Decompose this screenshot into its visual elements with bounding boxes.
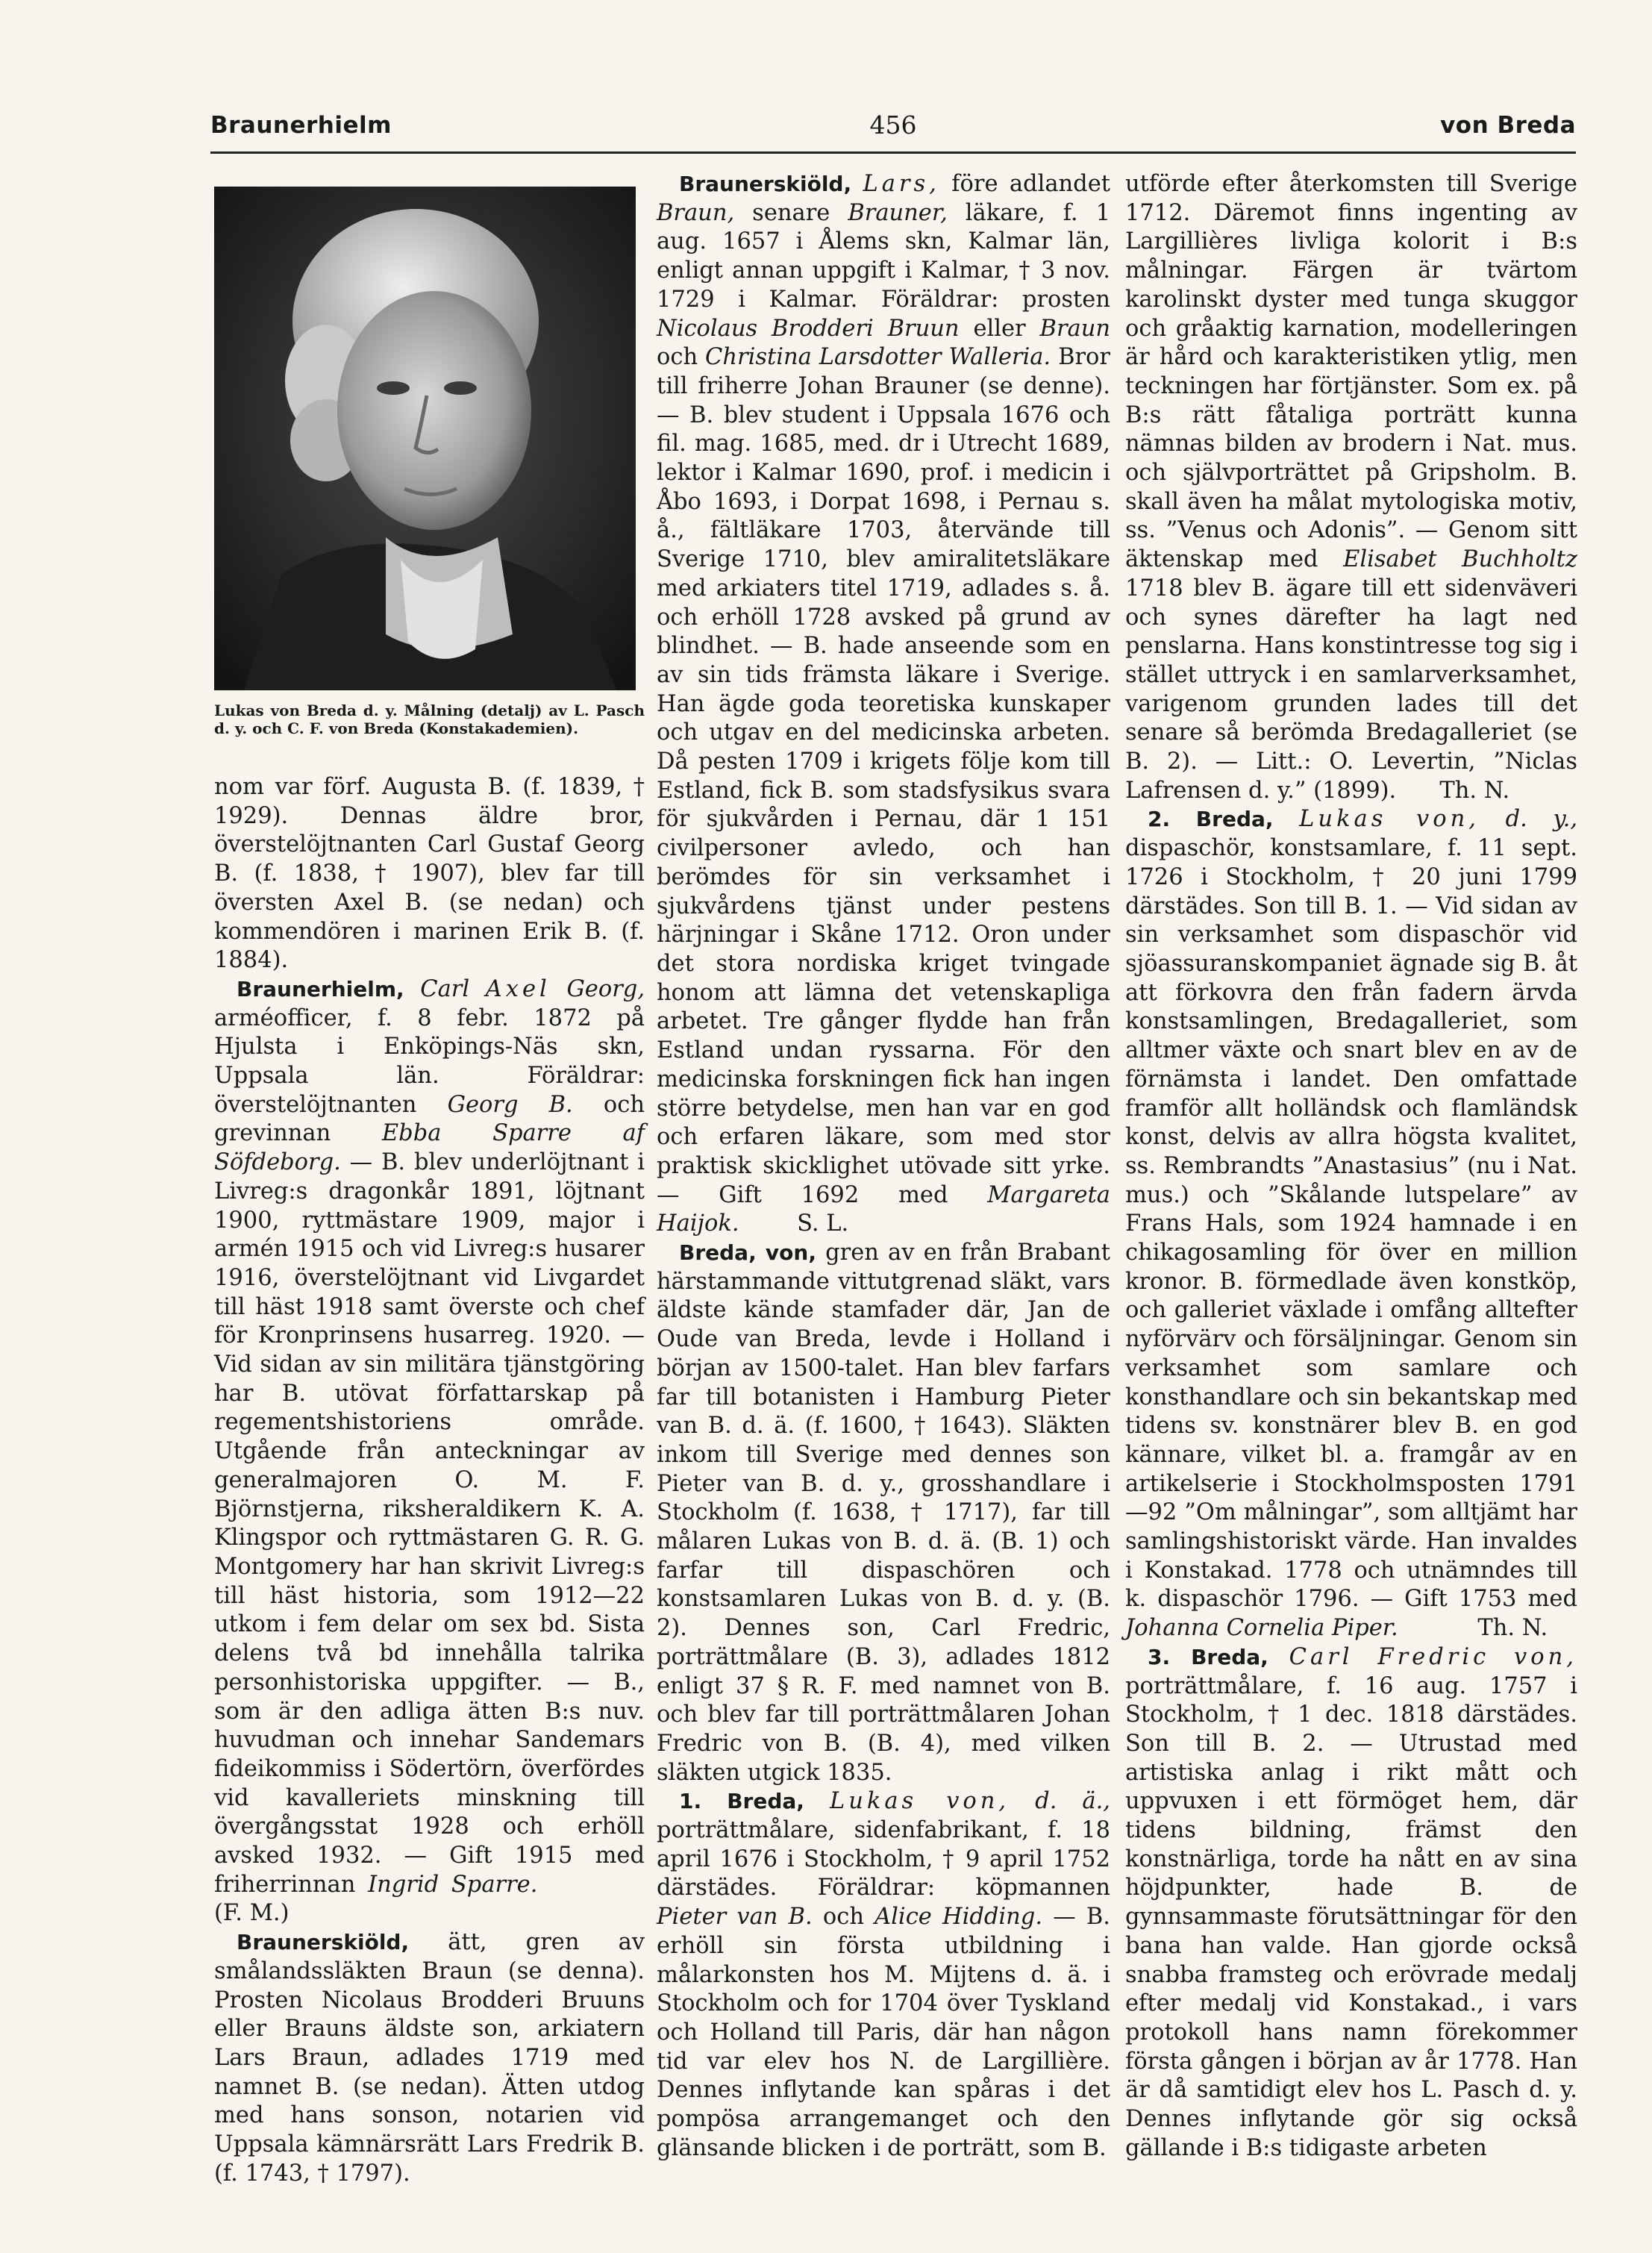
entry-braunerskiold-lars: Braunerskiöld, Lars, före adlandet Braun, senare Brauner, läkare, f. 1 aug. 1657 i Ålems skn, Kalmar län, enligt annan uppgift i Kalmar, † 3 nov. 1729 i Kalmar. Föräldrar: prosten Nicolaus Brodderi Bruun eller Braun och Christina Larsdotter Walleria. Bror till friherre Johan Brauner (se denne). — B. blev student i Uppsala 1676 och fil. mag. 1685, med. dr i Utrecht 1689, lektor i Kalmar 1690, prof. i medicin i Åbo 1693, i Dorpat 1698, i Pernau s. å., fältläkare 1703, återvände till Sverige 1710, blev amiralitetsläkare med arkiaters titel 1719, adlades s. å. och erhöll 1728 avsked på grund av blindhet. — B. hade anseende som en av sin tids främsta läkare i Sverige. Han ägde goda teoretiska kunskaper och utgav en del medicinska arbeten. Då pesten 1709 i krigets följe kom till Estland, fick B. som stadsfysikus svara för sjukvården i Pernau, där 1 151 civilpersoner avledo, och han berömdes för sin verksamhet i sjukvårdens tjänst under pestens härjningar i Skåne 1712. Oron under det stora nordiska kriget tvingade honom att lämna det vetenskapliga arbetet. Tre gånger flydde han från Estland undan ryssarna. För den medicinska forskningen fick han ingen större betydelse, men han var en god och erfaren läkare, som med stor praktisk skicklighet utövade sitt yrke. — Gift 1692 med Margareta Haijok. S. L. — [657, 171, 1110, 1237]
entry-breda-carl-fredric: 3. Breda, Carl Fredric von, porträttmålare, f. 16 aug. 1757 i Stockholm, † 1 dec. 1818 därstädes. Son till B. 2. — Utrustad med artistiska anlag i rikt mått och uppvuxen i ett förmöget hem, där tidens bildning, främst den konstnärliga, torde ha nått en av sina höjdpunkter, hade B. de gynnsammaste förutsättningar för den bana han valde. Han gjorde också snabba framsteg och erövrade medalj efter medalj vid Konstakad., i vars protokoll hans namn förekommer första gången i början av år 1778. Han är då samtidigt elev hos L. Pasch d. y. Dennes inflytande gör sig också gällande i B:s tidigaste arbeten — [1125, 1643, 1577, 2161]
page-header — [210, 112, 1576, 157]
author-signature: Th. N. — [1439, 777, 1510, 804]
entry-heading: Braunerhielm, — [237, 976, 404, 1001]
running-head-left: Braunerhielm — [210, 112, 392, 139]
figure-caption: Lukas von Breda d. y. Målning (detalj) av L. Pasch d. y. och C. F. von Breda (Konstakademien). — [214, 701, 645, 737]
entry-braunerhielm-carl: Braunerhielm, Carl Axel Georg, arméofficer, f. 8 febr. 1872 på Hjulsta i Enköpings-Näs skn, Uppsala län. Föräldrar: överstelöjtnanten Georg B. och grevinnan Ebba Sparre af Söfdeborg. — B. blev underlöjtnant i Livreg:s dragonkår 1891, löjtnant 1900, ryttmästare 1909, major i armén 1915 och vid Livreg:s husarer 1916, överstelöjtnant vid Livgardet till häst 1918 samt överste och chef för Kronprinsens husarreg. 1920. — Vid sidan av sin militära tjänstgöring har B. utövat författarskap på regementshistoriens område. Utgående från anteckningar av generalmajoren O. M. F. Björnstjerna, riksheraldikern K. A. Klingspor och ryttmästaren G. R. G. Montgomery har han skrivit Livreg:s till häst historia, som 1912—22 utkom i fem delar om sex bd. Sista delens två bd innehålla talrika personhistoriska uppgifter. — B., som är den adliga ätten B:s nuv. huvudman och innehar Sandemars fideikommiss i Södertörn, överfördes vid kavalleriets minskning till övergångsstat 1928 och erhöll avsked 1932. — Gift 1915 med friherrinnan Ingrid Sparre. (F. M.) — [214, 975, 645, 1927]
column-2 — [657, 170, 1110, 2163]
running-head-right: von Breda — [1440, 112, 1576, 139]
entry-heading: Breda, von, — [679, 1240, 816, 1266]
entry-braunerskiold-family: Braunerskiöld, ätt, gren av smålandssläkten Braun (se denna). Prosten Nicolaus Brodderi Bruuns eller Brauns äldste son, arkiatern Lars Braun, adlades 1719 med namnet B. (se nedan). Ätten utdog med hans sonson, notarien vid Uppsala kämnärsrätt Lars Fredrik B. (f. 1743, † 1797). — [214, 1929, 645, 2187]
entry-breda-lukas-elder: 1. Breda, Lukas von, d. ä., porträttmålare, sidenfabrikant, f. 18 april 1676 i Stockholm, † 9 april 1752 därstädes. Föräldrar: köpmannen Pieter van B. och Alice Hidding. — B. erhöll sin första utbildning i målarkonsten hos M. Mijtens d. ä. i Stockholm och for 1704 över Tyskland och Holland till Paris, där han någon tid var elev hos N. de Largillière. Dennes inflytande kan spåras i det pompösa arrangemanget och den glänsande blicken i de porträtt, som B. — [657, 1788, 1110, 2161]
page-number: 456 — [869, 110, 917, 140]
entry-breda-family: Breda, von, gren av en från Brabant härstammande vittutgrenad släkt, vars äldste kände stamfader där, Jan de Oude van Breda, levde i Holland i början av 1500-talet. Han blev farfars far till botanisten i Hamburg Pieter van B. d. ä. (f. 1600, † 1643). Släkten inkom till Sverige med dennes son Pieter van B. d. y., grosshandlare i Stockholm (f. 1638, † 1717), far till målaren Lukas von B. d. ä. (B. 1) och farfar till dispaschören och konstsamlaren Lukas von B. d. y. (B. 2). Dennes son, Carl Fredric, porträttmålare (B. 3), adlades 1812 enligt 37 § R. F. med namnet von B. och blev far till porträttmålaren Johan Fredric von B. (B. 4), med vilken släkten utgick 1835. — [657, 1240, 1111, 1786]
entry-heading: 1. Breda, — [679, 1789, 804, 1814]
entry-breda-lukas-younger: 2. Breda, Lukas von, d. y., dispaschör, konstsamlare, f. 11 sept. 1726 i Stockholm, † 20 juni 1799 därstädes. Son till B. 1. — Vid sidan av sin verksamhet som dispaschör vid sjöassuranskompaniet ägnade sig B. åt att förkovra den från fadern ärvda konstsamlingen, Bredagalleriet, som alltmer växte och snart blev en av de förnämsta i landet. Den omfattade framför allt holländsk och flamländsk konst, delvis av allra högsta kvalitet, ss. Rembrandts ”Anastasius” (nu i Nat. mus.) och ”Skålande lutspelare” av Frans Hals, som 1924 hamnade i en chikagosamling för över en million kronor. B. förmedlade även konstköp, och galleriet växlade i omfång alltefter nyförvärv och försäljningar. Genom sin verksamhet som samlare och konsthandlare och sin bekantskap med tidens sv. konstnärer blev B. en god kännare, vilket bl. a. framgår av en artikelserie i Stockholmsposten 1791—92 ”Om målningar”, som alltjämt har samlingshistoriskt värde. Han invaldes i Konstakad. 1778 och utnämndes till k. dispaschör 1796. — Gift 1753 med Johanna Cornelia Piper. Th. N. — [1125, 806, 1578, 1642]
header-rule — [210, 151, 1576, 154]
author-signature: (F. M.) — [214, 1900, 290, 1927]
portrait-engraving-icon — [214, 187, 636, 690]
entry-heading: Braunerskiöld, — [237, 1930, 410, 1955]
entry-heading: 3. Breda, — [1148, 1644, 1268, 1669]
entry-heading: 2. Breda, — [1148, 807, 1274, 832]
author-signature: Th. N. — [1477, 1615, 1548, 1642]
author-signature: S. L. — [797, 1210, 849, 1237]
entry-heading: Braunerskiöld, — [679, 172, 852, 196]
column-1-body — [214, 773, 645, 2188]
entry-breda-lukas-elder-cont: utförde efter återkomsten till Sverige 1712. Däremot finns ingenting av Largillières livliga kolorit i B:s målningar. Färgen är tvärtom karolinskt dyster med tunga skuggor och gråaktig karnation, modelleringen är hård och karakteristiken ytlig, men teckningen har förtjänster. Som ex. på B:s rätt fåtaliga porträtt kunna nämnas bilden av brodern i Nat. mus. och självporträttet på Gripsholm. B. skall även ha målat mytologiska motiv, ss. ”Venus och Adonis”. — Genom sitt äktenskap med Elisabet Buchholtz 1718 blev B. ägare till ett sidenväveri och synes därefter ha lagt ned penslarna. Hans konstintresse tog sig i stället uttryck i en samlarverksamhet, varigenom grunden lades till det senare så berömda Bredagalleriet (se B. 2). — Litt.: O. Levertin, ”Niclas Lafrensen d. y.” (1899). Th. N. — [1125, 171, 1577, 804]
paragraph: nom var förf. Augusta B. (f. 1839, † 1929). Dennas äldre bror, överstelöjtnanten Carl Gustaf Georg B. (f. 1838, † 1907), blev far till översten Axel B. (se nedan) och kommendören i marinen Erik B. (f. 1884). — [214, 774, 645, 974]
column-3 — [1125, 170, 1577, 2163]
